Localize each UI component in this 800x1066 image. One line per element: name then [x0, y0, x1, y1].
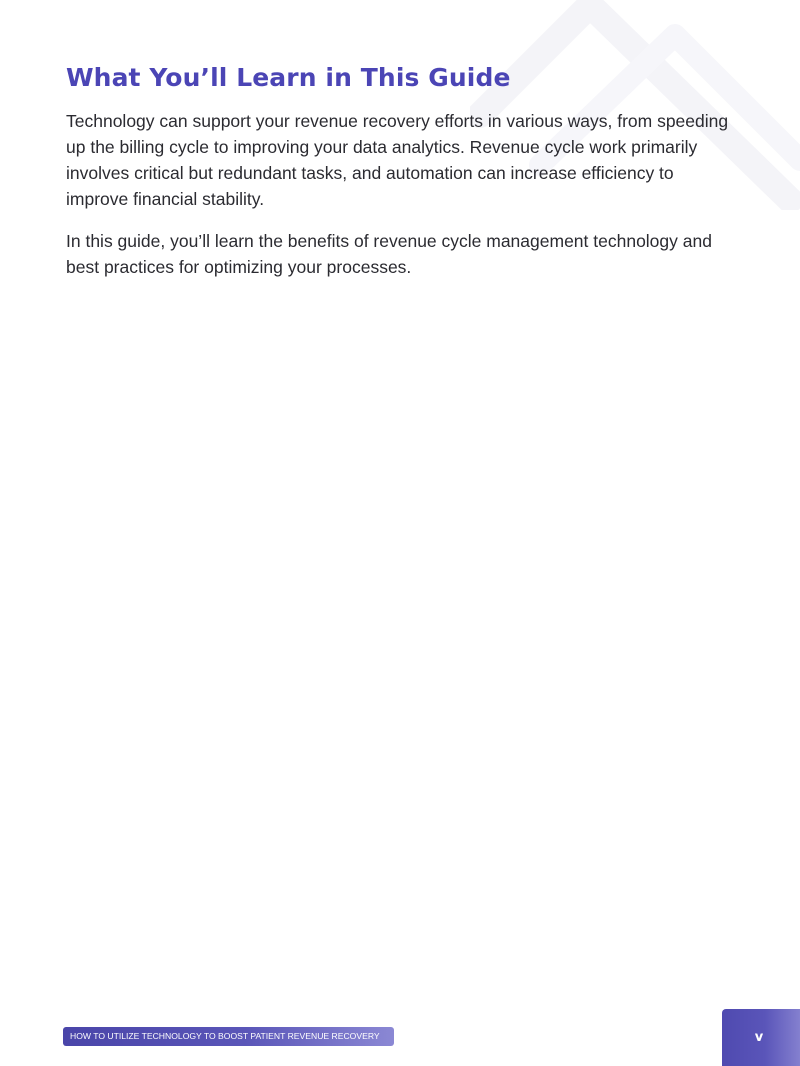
page-content — [66, 58, 734, 296]
intro-paragraph: Technology can support your revenue recovery efforts in various ways, from speeding up the billing cycle to improving your data analytics. Revenue cycle work primarily involves critical but redundant tasks, and automation can increase efficiency to improve financial stability. — [66, 111, 729, 209]
page-number: v — [722, 1009, 800, 1066]
guide-summary-paragraph: In this guide, you’ll learn the benefits of revenue cycle management technology and best practices for optimizing your processes. — [66, 231, 712, 277]
section-heading: What You’ll Learn in This Guide — [66, 63, 511, 92]
footer-document-title: HOW TO UTILIZE TECHNOLOGY TO BOOST PATIENT REVENUE RECOVERY — [63, 1027, 394, 1046]
